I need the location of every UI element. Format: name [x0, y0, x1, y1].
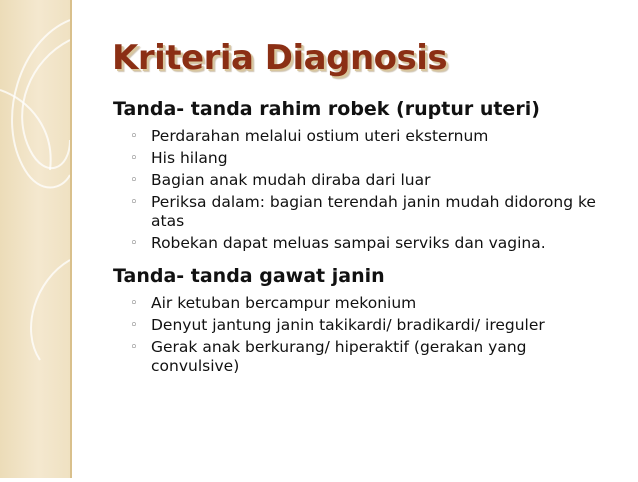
- list-gawat-janin: [113, 294, 603, 379]
- list-ruptur-uteri: [113, 127, 603, 256]
- list-item: ◦ Periksa dalam: bagian terendah janin mudah didorong ke atas: [130, 193, 596, 230]
- list-item: ◦ Perdarahan melalui ostium uteri eksternum: [130, 127, 489, 145]
- bullet-icon: ◦: [130, 173, 138, 188]
- bullet-icon: ◦: [130, 236, 138, 251]
- list-item: ◦ Air ketuban bercampur mekonium: [130, 294, 417, 312]
- slide-title: Kriteria Diagnosis: [112, 38, 448, 78]
- bullet-icon: ◦: [130, 195, 138, 210]
- list-item: ◦ Gerak anak berkurang/ hiperaktif (gerakan yang convulsive): [130, 338, 527, 375]
- bullet-icon: ◦: [130, 340, 138, 355]
- list-item: ◦ His hilang: [130, 149, 228, 167]
- bullet-icon: ◦: [130, 151, 138, 166]
- bullet-icon: ◦: [130, 296, 138, 311]
- list-item: ◦ Denyut jantung janin takikardi/ bradikardi/ ireguler: [130, 316, 545, 334]
- section-heading-ruptur-uteri: Tanda- tanda rahim robek (ruptur uteri): [113, 98, 540, 120]
- list-item: ◦ Bagian anak mudah diraba dari luar: [130, 171, 431, 189]
- bullet-icon: ◦: [130, 129, 138, 144]
- bullet-icon: ◦: [130, 318, 138, 333]
- section-heading-gawat-janin: Tanda- tanda gawat janin: [113, 265, 385, 287]
- list-item: ◦ Robekan dapat meluas sampai serviks dan vagina.: [130, 234, 546, 252]
